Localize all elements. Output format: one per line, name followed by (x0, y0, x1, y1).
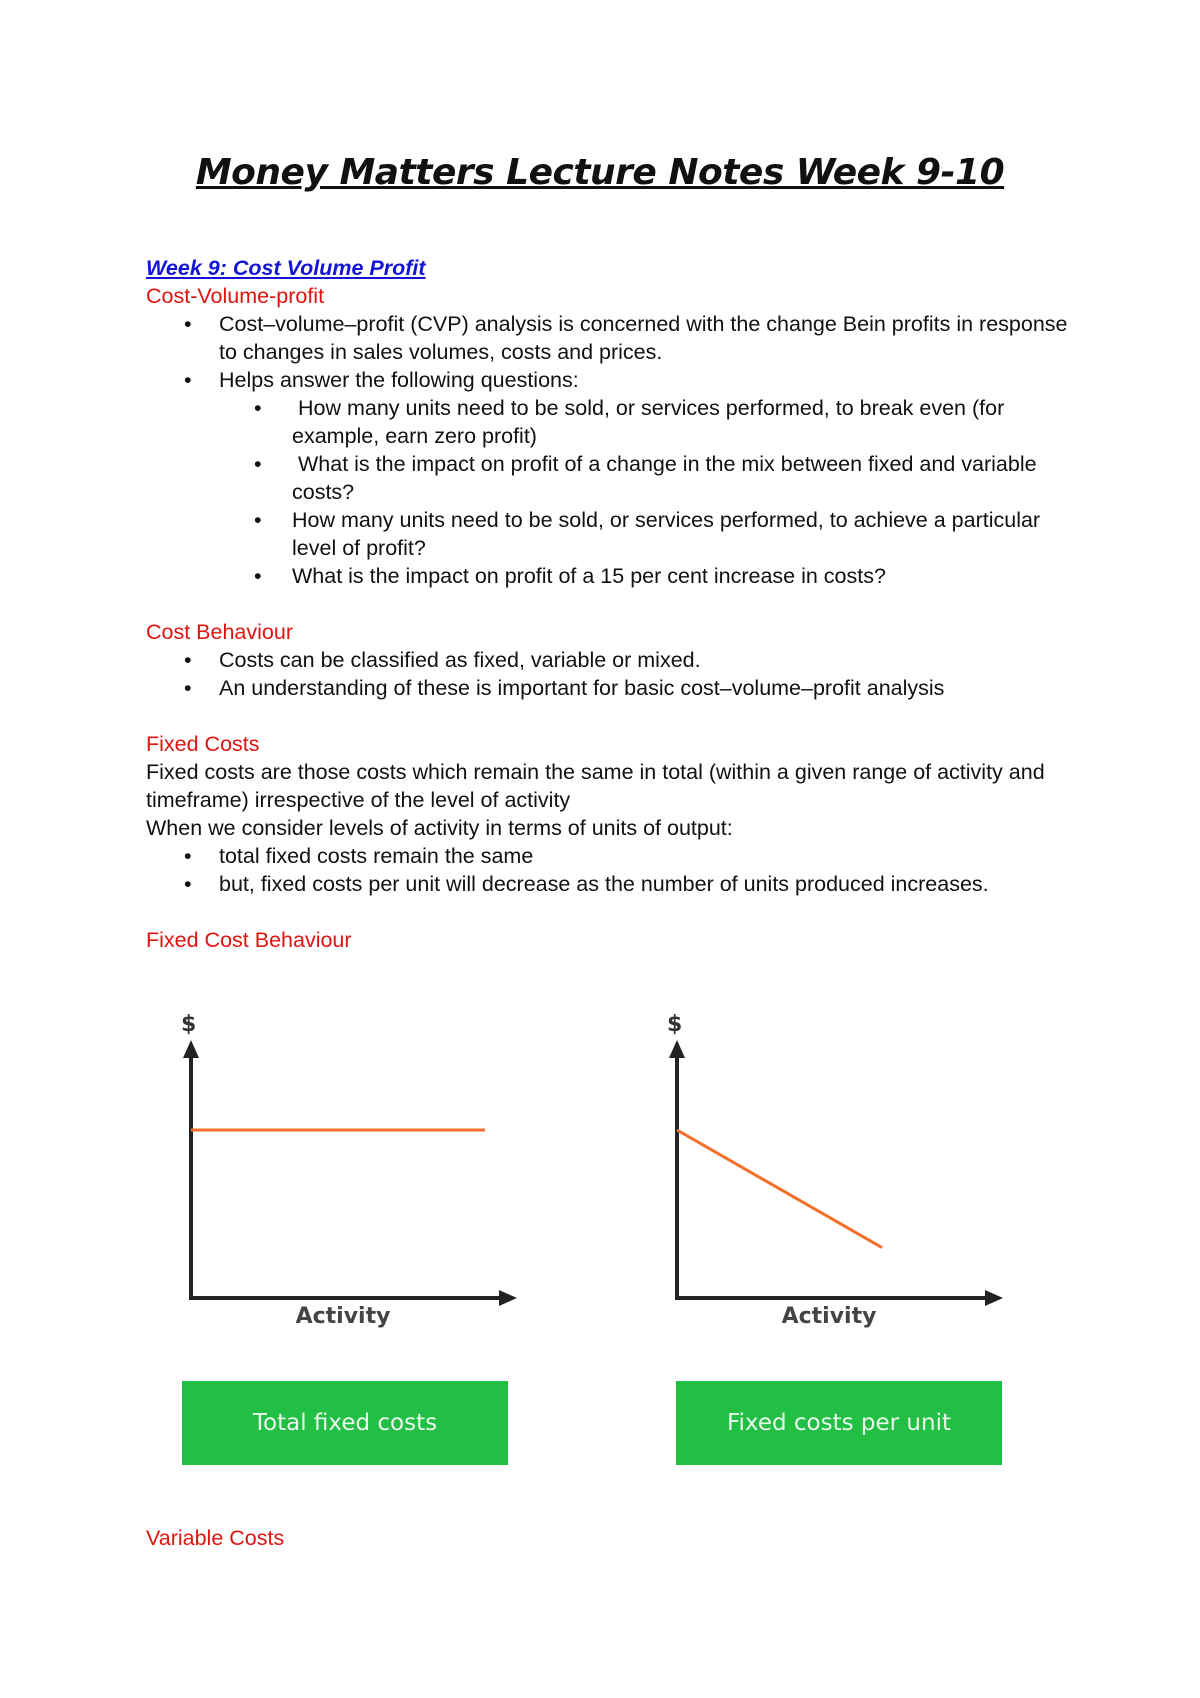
fixed-costs-intro: When we consider levels of activity in terms of units of output: (146, 816, 733, 840)
cvp-heading: Cost-Volume-profit (146, 284, 325, 308)
y-axis-label: $ (667, 1012, 683, 1037)
list-item: • total fixed costs remain the same (146, 842, 1086, 870)
list-item: • An understanding of these is important for basic cost–volume–profit analysis (146, 674, 1086, 702)
list-item: • How many units need to be sold, or services performed, to achieve a particular level of profit? (146, 506, 1086, 562)
list-item: • but, fixed costs per unit will decrease as the number of units produced increases. (146, 870, 1086, 898)
x-axis-arrow (499, 1290, 517, 1306)
list-item: • Costs can be classified as fixed, variable or mixed. (146, 646, 1086, 674)
total-fixed-costs-figure (160, 1008, 530, 1468)
y-axis-arrow (183, 1040, 199, 1058)
fixed-costs-list (146, 842, 1086, 898)
y-axis-arrow (669, 1040, 685, 1058)
list-item: • Helps answer the following questions: (146, 366, 1086, 394)
fixed-costs-per-unit-caption: Fixed costs per unit (676, 1381, 1002, 1465)
fixed-cost-behaviour-heading: Fixed Cost Behaviour (146, 928, 352, 952)
cost-behaviour-list (146, 646, 1086, 702)
fixed-costs-per-unit-figure (646, 1008, 1016, 1468)
notes-body (146, 254, 1086, 954)
list-item: • How many units need to be sold, or services performed, to break even (for example, earn zero profit) (146, 394, 1086, 450)
cvp-bullet-list (146, 310, 1086, 394)
total-fixed-costs-chart (160, 1008, 530, 1328)
variable-costs-heading: Variable Costs (146, 1526, 285, 1550)
x-axis-label: Activity (781, 1304, 877, 1329)
list-item: • What is the impact on profit of a 15 per cent increase in costs? (146, 562, 1086, 590)
list-item: • What is the impact on profit of a change in the mix between fixed and variable costs? (146, 450, 1086, 506)
list-item: • Cost–volume–profit (CVP) analysis is concerned with the change Bein profits in response to changes in sales volumes, costs and prices. (146, 310, 1086, 366)
total-fixed-costs-caption: Total fixed costs (182, 1381, 508, 1465)
series-line (677, 1130, 882, 1248)
week-heading: Week 9: Cost Volume Profit (146, 256, 426, 280)
page-title: Money Matters Lecture Notes Week 9-10 (195, 152, 1005, 193)
fixed-costs-per-unit-chart (646, 1008, 1016, 1328)
cvp-question-list (146, 394, 1086, 590)
cost-behaviour-heading: Cost Behaviour (146, 620, 293, 644)
x-axis-label: Activity (295, 1304, 391, 1329)
x-axis-arrow (985, 1290, 1003, 1306)
y-axis-label: $ (181, 1012, 197, 1037)
fixed-costs-heading: Fixed Costs (146, 732, 260, 756)
fixed-costs-definition: Fixed costs are those costs which remain the same in total (within a given range of activity and timeframe) irrespective of the level of activity (146, 760, 1045, 812)
